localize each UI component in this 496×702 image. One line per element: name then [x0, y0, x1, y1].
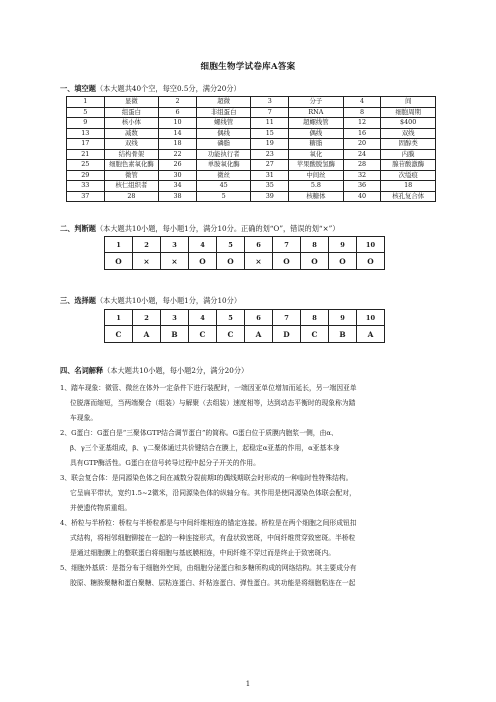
- choice-answer-cell: C: [217, 326, 245, 343]
- fill-row: [67, 97, 436, 108]
- judge-number-cell: 9: [329, 237, 357, 253]
- section-judge-heading: [60, 224, 340, 234]
- judge-answer-cell: O: [105, 253, 133, 270]
- fill-number-cell: 23: [251, 149, 289, 160]
- fill-answer-cell: 双线: [381, 128, 436, 139]
- fill-answer-cell: 微管: [104, 170, 159, 181]
- choice-number-cell: 4: [189, 310, 217, 326]
- fill-answer-cell: 内膜: [381, 149, 436, 160]
- fill-answer-cell: 核糖体: [289, 191, 344, 202]
- choice-number-cell: 10: [357, 310, 385, 326]
- fill-answer-cell: 糖脂: [289, 139, 344, 150]
- section-fill-head: 一、填空题: [60, 84, 96, 93]
- fill-answer-cell: 核小体: [104, 118, 159, 129]
- choice-number-cell: 2: [133, 310, 161, 326]
- term-lead-line: 1、踏车现象：微管、微丝在体外一定条件下进行装配时，一端因亚单位增加而延长，另一端因亚单: [60, 384, 357, 392]
- judge-number-cell: 3: [161, 237, 189, 253]
- fill-number-cell: 22: [159, 149, 197, 160]
- judge-number-cell: 6: [245, 237, 273, 253]
- choice-number-cell: 1: [105, 310, 133, 326]
- judge-number-cell: 7: [273, 237, 301, 253]
- term-continuation-line: 它呈扁平带状，宽约1.5~2微米，沿同源染色体的纵轴分布。其作用是使同源染色体联会配对，: [70, 489, 356, 497]
- fill-number-cell: 33: [67, 181, 105, 192]
- judge-number-cell: 5: [217, 237, 245, 253]
- fill-number-cell: 7: [251, 107, 289, 118]
- fill-answer-cell: 45: [196, 181, 251, 192]
- judge-answer-cell: O: [357, 253, 385, 270]
- judge-answer-cell: O: [189, 253, 217, 270]
- fill-row: [67, 128, 436, 139]
- fill-number-cell: 30: [159, 170, 197, 181]
- judge-number-cell: 10: [357, 237, 385, 253]
- term-lead-line: 2、G蛋白：G蛋白是“三聚体GTP结合调节蛋白”的简称。G蛋白位于质膜内胞浆一侧，由α、: [60, 429, 338, 437]
- fill-answer-cell: 28: [104, 191, 159, 202]
- choice-answer-table: [104, 309, 385, 343]
- term-definitions: [60, 381, 434, 591]
- choice-number-cell: 9: [329, 310, 357, 326]
- fill-number-cell: 29: [67, 170, 105, 181]
- term-continuation-line: 并使遗传物质重组。: [70, 504, 132, 512]
- page-title: 细胞生物学试卷库A答案: [200, 62, 296, 72]
- judge-answer-cell: O: [217, 253, 245, 270]
- choice-answer-cell: D: [273, 326, 301, 343]
- fill-row: [67, 118, 436, 129]
- fill-number-cell: 11: [251, 118, 289, 129]
- fill-row: [67, 170, 436, 181]
- judge-answer-cell: ×: [161, 253, 189, 270]
- choice-answer-cell: C: [105, 326, 133, 343]
- fill-number-cell: 40: [343, 191, 381, 202]
- fill-answer-cell: 18: [381, 181, 436, 192]
- fill-answer-cell: 5.8: [289, 181, 344, 192]
- judge-answer-cell: O: [301, 253, 329, 270]
- fill-answer-cell: 磷脂: [196, 139, 251, 150]
- fill-number-cell: 6: [159, 107, 197, 118]
- fill-answer-cell: 双线: [104, 139, 159, 150]
- fill-answer-cell: 单胺氧化酶: [196, 160, 251, 171]
- choice-number-cell: 3: [161, 310, 189, 326]
- fill-number-cell: 26: [159, 160, 197, 171]
- fill-number-cell: 17: [67, 139, 105, 150]
- fill-number-cell: 5: [67, 107, 105, 118]
- fill-number-cell: 38: [159, 191, 197, 202]
- fill-number-cell: 36: [343, 181, 381, 192]
- choice-number-cell: 5: [217, 310, 245, 326]
- judge-answer-row: [105, 253, 385, 270]
- judge-number-cell: 2: [133, 237, 161, 253]
- term-continuation-line: 车现象。: [70, 414, 98, 422]
- fill-answer-cell: 次缢痕: [381, 170, 436, 181]
- fill-number-cell: 27: [251, 160, 289, 171]
- fill-answer-cell: 螺线管: [196, 118, 251, 129]
- section-fill-heading: [60, 84, 241, 94]
- section-terms-note: （本大题共10小题，每小题2分，满分20分）: [103, 366, 249, 375]
- fill-number-cell: 14: [159, 128, 197, 139]
- fill-row: [67, 149, 436, 160]
- section-judge-head: 二、判断题: [60, 224, 96, 233]
- choice-answer-cell: A: [133, 326, 161, 343]
- fill-answer-cell: 中间丝: [289, 170, 344, 181]
- fill-number-cell: 4: [343, 97, 381, 108]
- fill-answer-cell: 超微: [196, 97, 251, 108]
- fill-answer-cell: 间: [381, 97, 436, 108]
- fill-number-cell: 31: [251, 170, 289, 181]
- fill-answer-cell: 微丝: [196, 170, 251, 181]
- fill-answer-cell: 偶线: [196, 128, 251, 139]
- fill-number-cell: 32: [343, 170, 381, 181]
- choice-answer-row: [105, 326, 385, 343]
- fill-number-cell: 25: [67, 160, 105, 171]
- fill-answer-cell: 5: [196, 191, 251, 202]
- fill-answer-cell: 偶线: [289, 128, 344, 139]
- term-lead-line: 5、细胞外基质：是指分布于细胞外空间，由细胞分泌蛋白和多糖所构成的网络结构。其主要成分有: [60, 564, 357, 572]
- fill-answer-cell: 氧化: [289, 149, 344, 160]
- section-choice-heading: [60, 296, 241, 306]
- fill-number-cell: 3: [251, 97, 289, 108]
- choice-number-cell: 7: [273, 310, 301, 326]
- choice-answer-cell: B: [329, 326, 357, 343]
- judge-answer-cell: ×: [133, 253, 161, 270]
- fill-row: [67, 181, 436, 192]
- fill-number-cell: 8: [343, 107, 381, 118]
- fill-number-cell: 12: [343, 118, 381, 129]
- judge-answer-cell: O: [329, 253, 357, 270]
- section-terms-heading: [60, 366, 248, 376]
- fill-number-cell: 15: [251, 128, 289, 139]
- fill-answer-cell: 功能执行者: [196, 149, 251, 160]
- fill-number-cell: 16: [343, 128, 381, 139]
- fill-answer-cell: 苹果酸脱氢酶: [289, 160, 344, 171]
- fill-number-cell: 24: [343, 149, 381, 160]
- term-continuation-line: 胶原、糖胺聚糖和蛋白聚糖、层粘连蛋白、纤粘连蛋白、弹性蛋白。其功能是将细胞粘连在一起: [70, 579, 356, 587]
- judge-answer-cell: O: [273, 253, 301, 270]
- fill-answer-cell: RNA: [289, 107, 344, 118]
- choice-number-cell: 6: [245, 310, 273, 326]
- choice-number-cell: 8: [301, 310, 329, 326]
- choice-answer-cell: B: [161, 326, 189, 343]
- fill-answer-cell: 固醇类: [381, 139, 436, 150]
- choice-answer-cell: C: [301, 326, 329, 343]
- fill-number-cell: 13: [67, 128, 105, 139]
- judge-number-cell: 8: [301, 237, 329, 253]
- fill-row: [67, 160, 436, 171]
- section-judge-note: （本大题共10小题，每小题1分，满分10分。正确的划“O”，错误的划“×”）: [95, 224, 340, 233]
- term-lead-line: 4、桥粒与半桥粒：桥粒与半桥粒都是与中间纤维相连的锚定连接。桥粒是在两个细胞之间形成钮扣: [60, 519, 357, 527]
- fill-answer-cell: 显微: [104, 97, 159, 108]
- judge-number-cell: 4: [189, 237, 217, 253]
- fill-answer-table: [66, 96, 436, 202]
- judge-answer-table: [104, 236, 385, 270]
- fill-answer-cell: 减数: [104, 128, 159, 139]
- fill-answer-cell: 细胞色素氧化酶: [104, 160, 159, 171]
- term-continuation-line: 位脱落而缩短，当两端聚合（组装）与解聚（去组装）速度相等，达到动态平衡时的现象称为踏: [70, 399, 356, 407]
- section-terms-head: 四、名词解释: [60, 366, 104, 375]
- choice-number-row: [105, 310, 385, 326]
- section-fill-note: （本大题共40个空，每空0.5分，满分20分）: [95, 84, 241, 93]
- page-number: 1: [245, 680, 251, 688]
- fill-answer-cell: 超螺线管: [289, 118, 344, 129]
- fill-number-cell: 9: [67, 118, 105, 129]
- fill-answer-cell: 组蛋白: [104, 107, 159, 118]
- fill-row: [67, 107, 436, 118]
- fill-row: [67, 139, 436, 150]
- fill-number-cell: 1: [67, 97, 105, 108]
- choice-answer-cell: C: [189, 326, 217, 343]
- choice-answer-cell: A: [245, 326, 273, 343]
- fill-answer-cell: 分子: [289, 97, 344, 108]
- fill-number-cell: 34: [159, 181, 197, 192]
- section-choice-head: 三、选择题: [60, 296, 96, 305]
- term-lead-line: 3、联会复合体：是同源染色体之间在减数分裂前期I的偶线期联会时形成的一种临时性特殊结构。: [60, 474, 353, 482]
- fill-answer-cell: 结构骨架: [104, 149, 159, 160]
- fill-number-cell: 20: [343, 139, 381, 150]
- term-continuation-line: 式结构，将相邻细胞铆接在一起的一种连接形式，有盘状致密斑，中间纤维贯穿致密斑。半桥粒: [70, 534, 356, 542]
- fill-number-cell: 28: [343, 160, 381, 171]
- fill-answer-cell: 细胞周期: [381, 107, 436, 118]
- judge-number-cell: 1: [105, 237, 133, 253]
- fill-number-cell: 21: [67, 149, 105, 160]
- term-continuation-line: 是通过细胞膜上的整联蛋白将细胞与基底膜相连，中间纤维不穿过而是终止于致密斑内。: [70, 549, 336, 557]
- choice-answer-cell: A: [357, 326, 385, 343]
- fill-number-cell: 35: [251, 181, 289, 192]
- fill-answer-cell: 核孔复合体: [381, 191, 436, 202]
- fill-number-cell: 19: [251, 139, 289, 150]
- fill-number-cell: 2: [159, 97, 197, 108]
- section-choice-note: （本大题共10小题，每小题1分，满分10分）: [95, 296, 242, 305]
- term-continuation-line: 具有GTP酶活性。G蛋白在信号转导过程中起分子开关的作用。: [70, 459, 260, 467]
- judge-answer-cell: ×: [245, 253, 273, 270]
- fill-answer-cell: 核仁组织者: [104, 181, 159, 192]
- judge-number-row: [105, 237, 385, 253]
- fill-number-cell: 37: [67, 191, 105, 202]
- fill-number-cell: 39: [251, 191, 289, 202]
- fill-number-cell: 18: [159, 139, 197, 150]
- fill-answer-cell: 非组蛋白: [196, 107, 251, 118]
- fill-row: [67, 191, 436, 202]
- fill-answer-cell: $400: [381, 118, 436, 129]
- term-continuation-line: β、γ三个亚基组成，β、γ二聚体通过共价键结合在膜上，起稳定α亚基的作用，α亚基本身: [70, 444, 340, 452]
- fill-answer-cell: 腺苷酸激酶: [381, 160, 436, 171]
- fill-number-cell: 10: [159, 118, 197, 129]
